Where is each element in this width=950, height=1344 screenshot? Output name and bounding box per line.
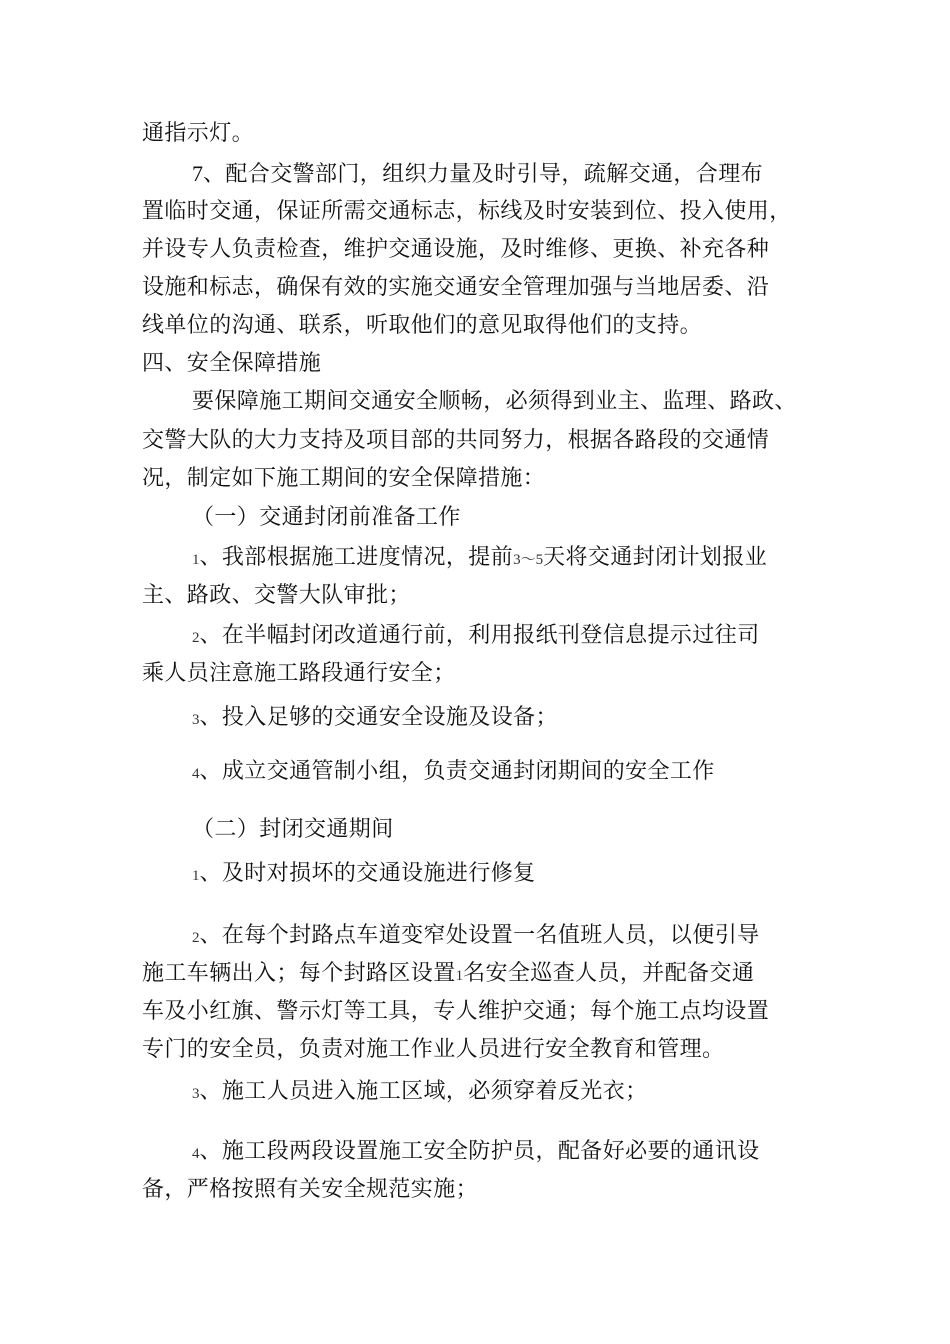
paragraph-line [142,310,702,342]
text: （一）交通封闭前准备工作 [192,505,461,530]
list-item [192,920,760,954]
subsection-heading [192,814,394,846]
list-item [192,1136,760,1170]
paragraph-line [142,425,769,457]
item-number: 3 [192,712,200,728]
text: 线单位的沟通、联系，听取他们的意见取得他们的支持。 [142,313,703,338]
paragraph-line [142,463,545,495]
text: 施工车辆出入；每个封路区设置 [142,961,456,986]
paragraph-line [192,386,797,418]
paragraph-line [192,158,763,191]
text: 天将交通封闭计划报业 [543,545,768,570]
text: 车及小红旗、警示灯等工具，专人维护交通；每个施工点均设置 [142,999,770,1024]
list-item [192,756,715,790]
text: 、投入足够的交通安全设施及设备； [199,705,558,730]
text: 置临时交通，保证所需交通标志，标线及时安装到位、投入使用， [142,199,792,224]
item-number: 2 [192,630,200,646]
text: 并设专人负责检查，维护交通设施，及时维修、更换、补充各种 [142,237,770,262]
text: 、配合交警部门，组织力量及时引导，疏解交通，合理布 [203,162,764,187]
text: 况，制定如下施工期间的安全保障措施： [142,466,546,491]
paragraph-line [142,196,792,228]
text: 名安全巡查人员，并配备交通 [463,961,755,986]
item-number: 1 [192,552,200,568]
paragraph-line [142,234,769,266]
day-range: 3〜5 [513,552,544,568]
paragraph-line [142,272,769,304]
item-number: 4 [192,1146,200,1162]
text: 乘人员注意施工路段通行安全； [142,661,456,686]
text: 交警大队的大力支持及项目部的共同努力，根据各路段的交通情 [142,428,770,453]
item-number: 3 [192,1086,200,1102]
list-item [192,542,767,576]
text: 、我部根据施工进度情况，提前 [199,545,514,570]
list-item [192,1076,648,1110]
item-number: 4 [192,766,200,782]
text: 专门的安全员，负责对施工作业人员进行安全教育和管理。 [142,1037,725,1062]
section-heading [142,348,321,380]
text: 要保障施工期间交通安全顺畅，必须得到业主、监理、路政、 [192,389,797,414]
item-number: 1 [192,868,200,884]
paragraph-line [142,996,769,1028]
item-number: 7 [192,161,203,186]
list-item [192,620,760,654]
text: 、及时对损坏的交通设施进行修复 [199,861,536,886]
paragraph-line [142,958,754,992]
paragraph-line [142,1034,724,1066]
text: 、在每个封路点车道变窄处设置一名值班人员，以便引导 [199,923,760,948]
paragraph-line [142,580,411,612]
list-item [192,702,558,736]
text: 设施和标志，确保有效的实施交通安全管理加强与当地居委、沿 [142,275,770,300]
text: 四、安全保障措施 [142,351,322,376]
text: 通指示灯。 [142,121,255,146]
text: 主、路政、交警大队审批； [142,583,411,608]
paragraph-line [142,118,254,150]
text: 备，严格按照有关安全规范实施； [142,1177,479,1202]
paragraph-line [142,658,456,690]
inspector-count: 1 [455,968,464,984]
paragraph-line [142,1174,478,1206]
text: 、在半幅封闭改道通行前，利用报纸刊登信息提示过往司 [199,623,760,648]
text: 、成立交通管制小组，负责交通封闭期间的安全工作 [199,759,715,784]
subsection-heading [192,502,461,534]
item-number: 2 [192,930,200,946]
text: 、施工段两段设置施工安全防护员，配备好必要的通讯设 [199,1139,760,1164]
text: 、施工人员进入施工区域，必须穿着反光衣； [199,1079,648,1104]
text: （二）封闭交通期间 [192,817,394,842]
list-item [192,858,536,892]
